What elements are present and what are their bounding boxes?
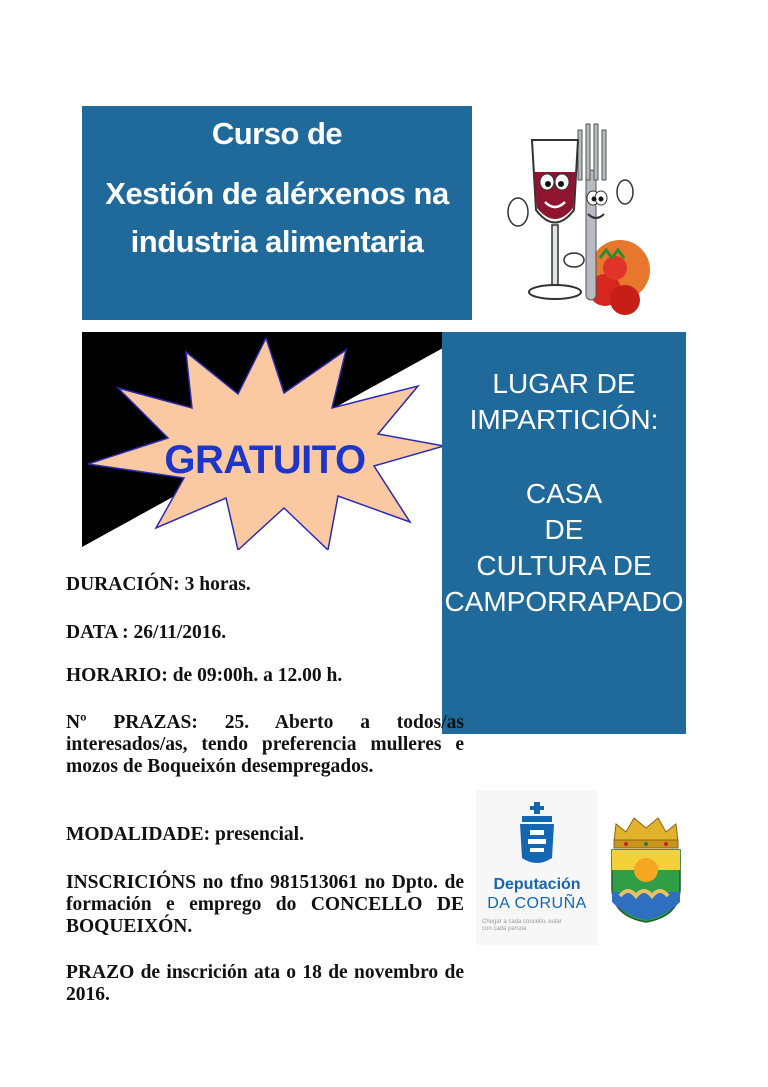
course-title-line-3: industria alimentaria: [130, 224, 424, 259]
location-name-line-3: CULTURA DE: [476, 550, 652, 581]
course-title-box: [82, 106, 472, 320]
deputacion-name: Deputación: [493, 876, 581, 893]
free-badge-text: GRATUITO: [164, 438, 366, 482]
boqueixon-coat-of-arms-icon: [606, 812, 686, 924]
schedule-text: HORARIO: de 09:00h. a 12.00 h.: [66, 665, 343, 686]
date-text: DATA : 26/11/2016.: [66, 622, 227, 643]
location-name-line-4: CAMPORRAPADO: [444, 586, 684, 617]
modality-text: MODALIDADE: presencial.: [66, 824, 304, 845]
deadline-text: PRAZO de inscrición ata o 18 de novembro de 2016.: [66, 962, 464, 1005]
registration-text: INSCRICIÓNS no tfno 981513061 no Dpto. de formación e emprego do CONCELLO DE BOQUEIXÓN.: [66, 872, 464, 937]
location-heading-line-2: IMPARTICIÓN:: [469, 404, 659, 435]
location-name-line-2: DE: [544, 514, 584, 545]
duration-text: DURACIÓN: 3 horas.: [66, 574, 251, 595]
deputacion-region: DA CORUÑA: [487, 895, 587, 912]
location-heading-line-1: LUGAR DE: [492, 368, 636, 399]
places-text: Nº PRAZAS: 25. Aberto a todos/as interesados/as, tendo preferencia mulleres e mozos de Boqueixón desempregados.: [66, 712, 464, 777]
deputacion-tagline: Chegar a cada concello, estar con cada persoa: [482, 919, 562, 932]
course-title-line-1: Curso de: [211, 116, 343, 151]
wine-glass-fork-mascot-icon: [500, 110, 660, 330]
location-box: [442, 332, 686, 734]
location-name-line-1: CASA: [525, 478, 603, 509]
course-title-line-2: Xestión de alérxenos na: [105, 176, 449, 211]
